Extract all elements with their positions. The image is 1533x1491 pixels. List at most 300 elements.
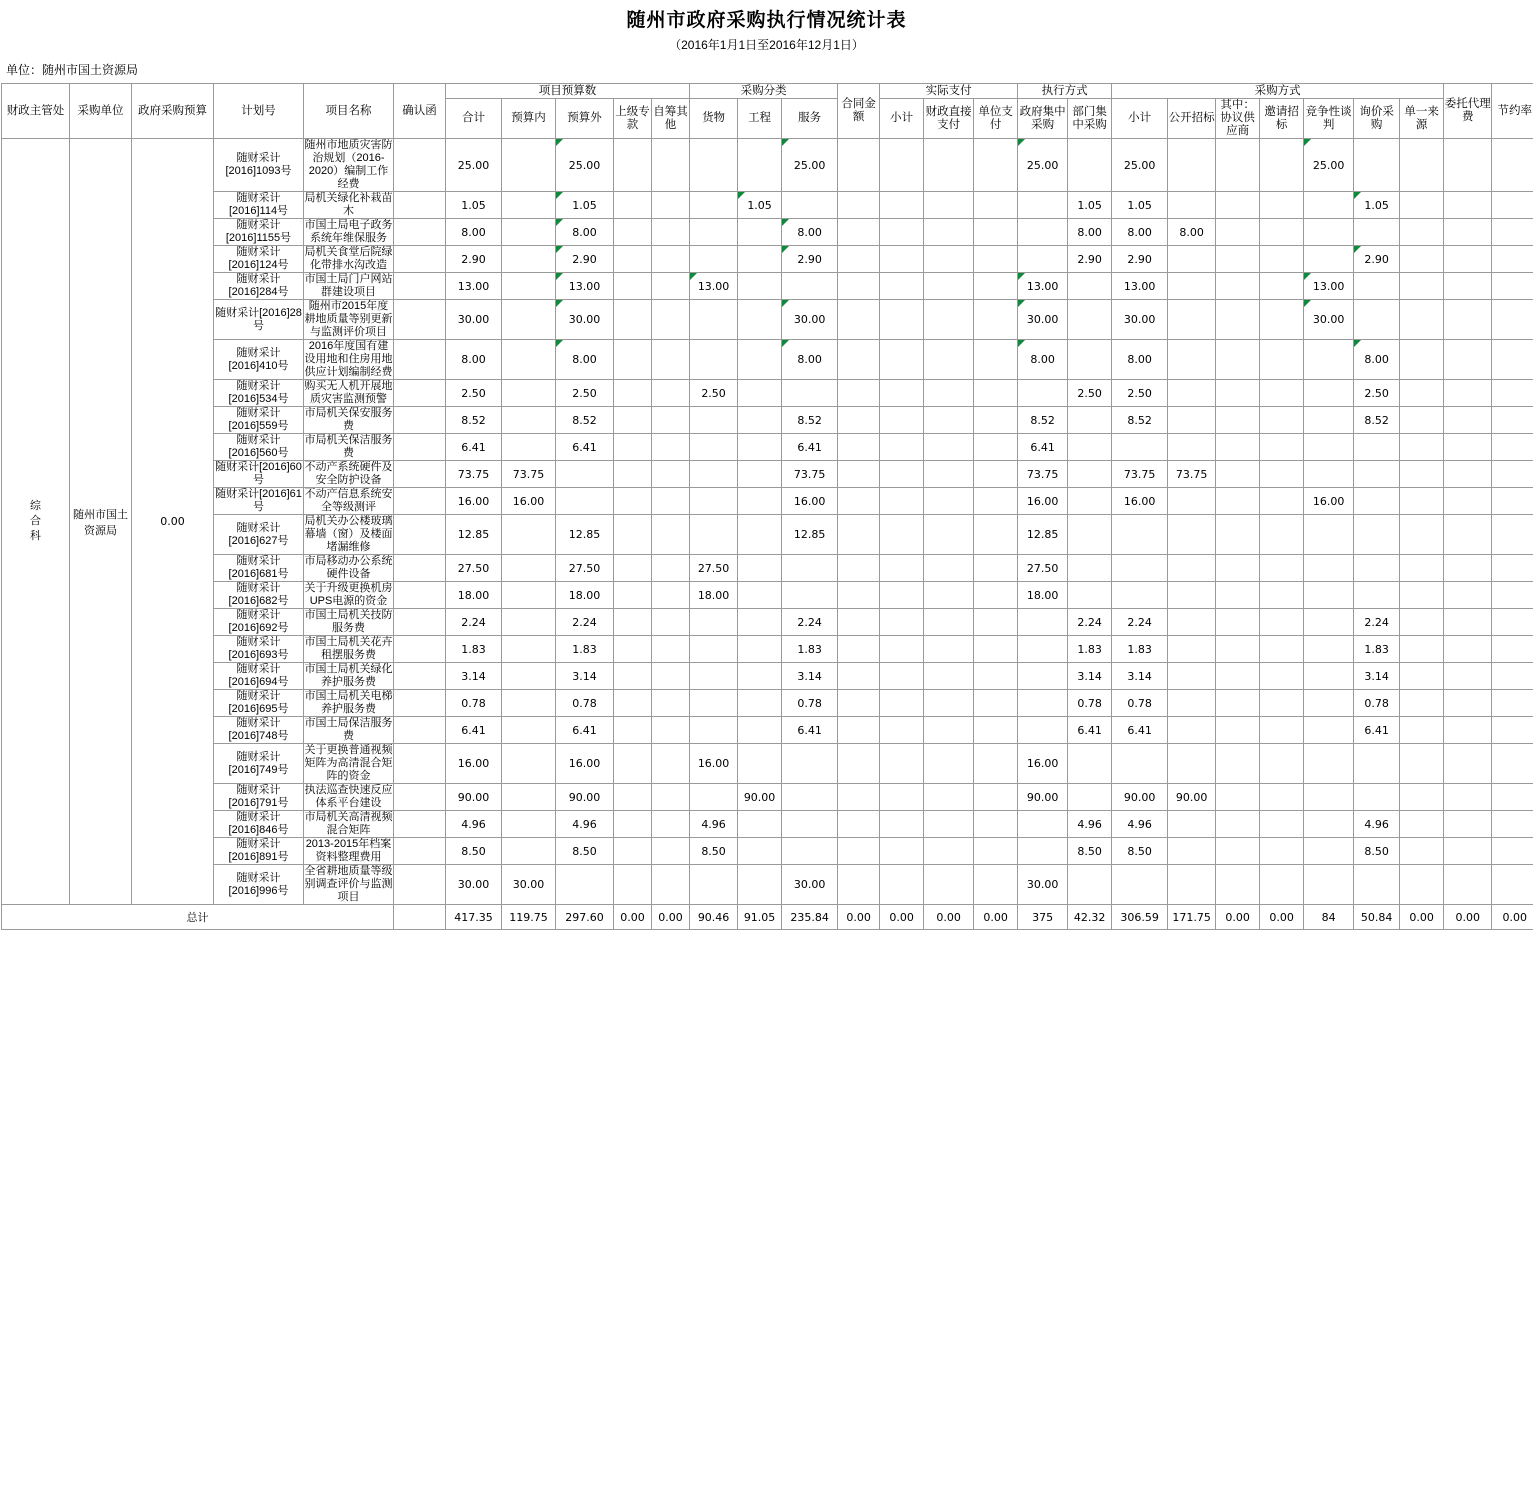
cell-eng <box>738 407 782 434</box>
cell-sup <box>614 340 652 380</box>
cell-goods <box>690 515 738 555</box>
total-total: 417.35 <box>446 905 502 930</box>
cell-goods: 4.96 <box>690 811 738 838</box>
cell-in <box>502 340 556 380</box>
cell-compete <box>1304 690 1354 717</box>
cell-goods: 27.50 <box>690 555 738 582</box>
cell-plan-no: 随财采计[2016]1155号 <box>214 219 304 246</box>
cell-self <box>652 434 690 461</box>
cell-contract <box>838 488 880 515</box>
cell-govc <box>1018 246 1068 273</box>
cell-out: 16.00 <box>556 744 614 784</box>
cell-plan-no: 随财采计[2016]996号 <box>214 865 304 905</box>
cell-govc: 8.52 <box>1018 407 1068 434</box>
cell-save <box>1492 744 1533 784</box>
cell-sup <box>614 744 652 784</box>
cell-pmsub: 1.05 <box>1112 192 1168 219</box>
cell-agree <box>1216 488 1260 515</box>
cell-total: 4.96 <box>446 811 502 838</box>
cell-sub <box>880 219 924 246</box>
cell-deptc <box>1068 582 1112 609</box>
cell-pmsub <box>1112 555 1168 582</box>
cell-goods <box>690 717 738 744</box>
cell-fee <box>1444 717 1492 744</box>
cell-inquiry <box>1354 555 1400 582</box>
cell-self <box>652 663 690 690</box>
cell-inquiry <box>1354 744 1400 784</box>
cell-open <box>1168 811 1216 838</box>
cell-contract <box>838 380 880 407</box>
cell-self <box>652 515 690 555</box>
cell-findirect <box>924 380 974 407</box>
total-row <box>2 905 1533 930</box>
cell-save <box>1492 246 1533 273</box>
cell-project-name: 市国土局门户网站群建设项目 <box>304 273 393 298</box>
table-row <box>2 273 1533 300</box>
cell-save <box>1492 219 1533 246</box>
cell-project-name: 市国土局机关电梯养护服务费 <box>304 690 393 715</box>
cell-confirm-letter <box>394 811 446 838</box>
cell-compete: 16.00 <box>1304 488 1354 515</box>
cell-findirect <box>924 582 974 609</box>
cell-findirect <box>924 744 974 784</box>
cell-invite <box>1260 865 1304 905</box>
cell-self <box>652 609 690 636</box>
cell-fee <box>1444 246 1492 273</box>
cell-govc: 16.00 <box>1018 744 1068 784</box>
header-open-tender: 公开招标 <box>1168 99 1216 139</box>
cell-govc <box>1018 838 1068 865</box>
cell-svc <box>782 273 838 300</box>
total-sub: 0.00 <box>880 905 924 930</box>
cell-out: 6.41 <box>556 717 614 744</box>
cell-save <box>1492 273 1533 300</box>
cell-goods <box>690 300 738 340</box>
header-category-group: 采购分类 <box>690 84 838 99</box>
cell-fee <box>1444 690 1492 717</box>
cell-pmsub: 8.00 <box>1112 340 1168 380</box>
cell-self <box>652 461 690 488</box>
cell-findirect <box>924 434 974 461</box>
header-agreement-supply: 其中：协议供应商 <box>1216 99 1260 139</box>
cell-save <box>1492 515 1533 555</box>
header-budget-total: 合计 <box>446 99 502 139</box>
header-goods: 货物 <box>690 99 738 139</box>
cell-inquiry: 2.90 <box>1354 246 1400 273</box>
cell-plan-no: 随财采计[2016]891号 <box>214 838 304 865</box>
cell-invite <box>1260 434 1304 461</box>
header-purchaser: 采购单位 <box>70 84 132 139</box>
cell-fee <box>1444 407 1492 434</box>
cell-inquiry <box>1354 219 1400 246</box>
cell-inquiry <box>1354 515 1400 555</box>
cell-compete: 25.00 <box>1304 139 1354 192</box>
cell-eng <box>738 663 782 690</box>
cell-save <box>1492 407 1533 434</box>
cell-eng <box>738 838 782 865</box>
cell-project-name: 购买无人机开展地质灾害监测预警 <box>304 380 393 405</box>
cell-findirect <box>924 663 974 690</box>
cell-sub <box>880 340 924 380</box>
cell-save <box>1492 300 1533 340</box>
cell-deptc <box>1068 273 1112 300</box>
header-competitive-negotiation: 竞争性谈判 <box>1304 99 1354 139</box>
cell-plan-no: 随财采计[2016]284号 <box>214 273 304 300</box>
cell-pmsub: 90.00 <box>1112 784 1168 811</box>
cell-contract <box>838 219 880 246</box>
total-open: 171.75 <box>1168 905 1216 930</box>
cell-compete <box>1304 609 1354 636</box>
cell-project-name: 不动产系统硬件及安全防护设备 <box>304 461 393 486</box>
cell-deptc <box>1068 555 1112 582</box>
cell-fee <box>1444 461 1492 488</box>
cell-sup <box>614 784 652 811</box>
cell-sub <box>880 636 924 663</box>
cell-svc: 30.00 <box>782 865 838 905</box>
cell-compete <box>1304 811 1354 838</box>
cell-agree <box>1216 690 1260 717</box>
cell-sub <box>880 582 924 609</box>
cell-open <box>1168 582 1216 609</box>
table-row <box>2 582 1533 609</box>
cell-unitpay <box>974 246 1018 273</box>
cell-sub <box>880 865 924 905</box>
total-eng: 91.05 <box>738 905 782 930</box>
cell-in <box>502 784 556 811</box>
cell-total: 8.52 <box>446 407 502 434</box>
cell-eng <box>738 717 782 744</box>
cell-in <box>502 690 556 717</box>
cell-plan-no: 随财采计[2016]1093号 <box>214 139 304 192</box>
cell-total: 6.41 <box>446 434 502 461</box>
cell-single <box>1400 582 1444 609</box>
cell-deptc: 1.05 <box>1068 192 1112 219</box>
cell-invite <box>1260 488 1304 515</box>
cell-plan-no: 随财采计[2016]28号 <box>214 300 304 340</box>
cell-sup <box>614 717 652 744</box>
cell-pmsub: 73.75 <box>1112 461 1168 488</box>
cell-self <box>652 865 690 905</box>
table-row <box>2 300 1533 340</box>
cell-svc <box>782 744 838 784</box>
cell-inquiry <box>1354 273 1400 300</box>
header-project-name: 项目名称 <box>304 84 394 139</box>
header-purchase-subtotal: 小计 <box>1112 99 1168 139</box>
cell-single <box>1400 865 1444 905</box>
cell-project-name: 市国土局保洁服务费 <box>304 717 393 742</box>
cell-in <box>502 744 556 784</box>
cell-self <box>652 273 690 300</box>
cell-contract <box>838 192 880 219</box>
table-row <box>2 663 1533 690</box>
cell-govc: 16.00 <box>1018 488 1068 515</box>
cell-contract <box>838 246 880 273</box>
cell-inquiry: 3.14 <box>1354 663 1400 690</box>
cell-goods: 13.00 <box>690 273 738 300</box>
cell-total: 2.90 <box>446 246 502 273</box>
total-agree: 0.00 <box>1216 905 1260 930</box>
cell-out: 2.50 <box>556 380 614 407</box>
cell-open <box>1168 488 1216 515</box>
cell-project-name: 2013-2015年档案资料整理费用 <box>304 838 394 865</box>
cell-fee <box>1444 273 1492 300</box>
cell-compete <box>1304 663 1354 690</box>
cell-deptc <box>1068 744 1112 784</box>
cell-single <box>1400 609 1444 636</box>
cell-invite <box>1260 340 1304 380</box>
cell-plan-no: 随财采计[2016]114号 <box>214 192 304 219</box>
table-row <box>2 811 1533 838</box>
cell-goods <box>690 690 738 717</box>
cell-project-name: 市国土局机关绿化养护服务费 <box>304 663 393 688</box>
cell-unitpay <box>974 139 1018 192</box>
cell-fee <box>1444 192 1492 219</box>
cell-agree <box>1216 273 1260 300</box>
cell-govc: 27.50 <box>1018 555 1068 582</box>
cell-compete <box>1304 636 1354 663</box>
header-inquiry: 询价采购 <box>1354 99 1400 139</box>
cell-single <box>1400 407 1444 434</box>
cell-deptc <box>1068 139 1112 192</box>
cell-govc <box>1018 636 1068 663</box>
cell-confirm-letter <box>394 865 446 905</box>
cell-govc <box>1018 380 1068 407</box>
cell-invite <box>1260 663 1304 690</box>
cell-plan-no: 随财采计[2016]559号 <box>214 407 304 434</box>
cell-svc: 16.00 <box>782 488 838 515</box>
cell-svc <box>782 582 838 609</box>
cell-goods: 2.50 <box>690 380 738 407</box>
header-saving-rate: 节约率 <box>1492 84 1533 139</box>
cell-save <box>1492 636 1533 663</box>
total-confirm <box>394 905 446 930</box>
cell-open <box>1168 340 1216 380</box>
cell-confirm-letter <box>394 219 446 246</box>
cell-out: 4.96 <box>556 811 614 838</box>
cell-project-name: 市局机关高清视频混合矩阵 <box>304 811 393 836</box>
cell-sup <box>614 582 652 609</box>
total-goods: 90.46 <box>690 905 738 930</box>
cell-goods <box>690 636 738 663</box>
cell-open <box>1168 838 1216 865</box>
cell-deptc <box>1068 407 1112 434</box>
cell-govc <box>1018 811 1068 838</box>
cell-open <box>1168 690 1216 717</box>
cell-goods <box>690 192 738 219</box>
cell-inquiry: 8.00 <box>1354 340 1400 380</box>
cell-svc: 12.85 <box>782 515 838 555</box>
cell-project-name: 市局机关保安服务费 <box>304 407 393 432</box>
total-label: 总计 <box>2 905 394 930</box>
table-row <box>2 461 1533 488</box>
header-actual-pay-group: 实际支付 <box>880 84 1018 99</box>
cell-confirm-letter <box>394 340 446 380</box>
cell-save <box>1492 784 1533 811</box>
cell-total: 6.41 <box>446 717 502 744</box>
cell-invite <box>1260 219 1304 246</box>
cell-goods <box>690 865 738 905</box>
total-pmsub: 306.59 <box>1112 905 1168 930</box>
cell-sup <box>614 139 652 192</box>
cell-agree <box>1216 139 1260 192</box>
cell-deptc <box>1068 865 1112 905</box>
cell-project-name: 市局机关保洁服务费 <box>304 434 393 459</box>
header-engineering: 工程 <box>738 99 782 139</box>
cell-in <box>502 246 556 273</box>
cell-goods: 8.50 <box>690 838 738 865</box>
cell-in <box>502 582 556 609</box>
cell-unitpay <box>974 811 1018 838</box>
cell-inquiry: 2.50 <box>1354 380 1400 407</box>
cell-compete <box>1304 582 1354 609</box>
cell-fee <box>1444 811 1492 838</box>
cell-compete <box>1304 717 1354 744</box>
cell-deptc <box>1068 461 1112 488</box>
cell-out: 0.78 <box>556 690 614 717</box>
cell-eng <box>738 246 782 273</box>
table-body <box>2 139 1533 930</box>
cell-deptc: 1.83 <box>1068 636 1112 663</box>
cell-agree <box>1216 609 1260 636</box>
cell-out: 13.00 <box>556 273 614 300</box>
cell-agree <box>1216 784 1260 811</box>
cell-contract <box>838 865 880 905</box>
cell-in: 30.00 <box>502 865 556 905</box>
cell-save <box>1492 488 1533 515</box>
cell-confirm-letter <box>394 488 446 515</box>
cell-contract <box>838 636 880 663</box>
cell-contract <box>838 407 880 434</box>
cell-unitpay <box>974 838 1018 865</box>
total-inquiry: 50.84 <box>1354 905 1400 930</box>
cell-agree <box>1216 744 1260 784</box>
table-row <box>2 555 1533 582</box>
header-contract-amount: 合同金额 <box>838 84 880 139</box>
cell-govc <box>1018 219 1068 246</box>
cell-plan-no: 随财采计[2016]61号 <box>215 488 302 513</box>
cell-save <box>1492 555 1533 582</box>
cell-eng <box>738 865 782 905</box>
cell-govc <box>1018 192 1068 219</box>
cell-eng <box>738 139 782 192</box>
cell-sub <box>880 515 924 555</box>
cell-total: 30.00 <box>446 300 502 340</box>
cell-self <box>652 717 690 744</box>
cell-plan-no: 随财采计[2016]60号 <box>215 461 302 486</box>
cell-out: 8.00 <box>556 340 614 380</box>
cell-deptc: 2.24 <box>1068 609 1112 636</box>
cell-inquiry <box>1354 488 1400 515</box>
cell-compete <box>1304 838 1354 865</box>
cell-invite <box>1260 636 1304 663</box>
cell-unitpay <box>974 744 1018 784</box>
cell-out: 1.83 <box>556 636 614 663</box>
header-fin-dept: 财政主管处 <box>2 84 70 139</box>
cell-total: 30.00 <box>446 865 502 905</box>
cell-save <box>1492 663 1533 690</box>
cell-open <box>1168 380 1216 407</box>
cell-confirm-letter <box>394 246 446 273</box>
cell-self <box>652 744 690 784</box>
cell-eng <box>738 636 782 663</box>
cell-eng: 1.05 <box>738 192 782 219</box>
cell-confirm-letter <box>394 300 446 340</box>
cell-deptc: 6.41 <box>1068 717 1112 744</box>
cell-eng <box>738 461 782 488</box>
cell-contract <box>838 717 880 744</box>
cell-inquiry: 8.52 <box>1354 407 1400 434</box>
cell-save <box>1492 717 1533 744</box>
cell-unitpay <box>974 380 1018 407</box>
cell-findirect <box>924 555 974 582</box>
cell-plan-no: 随财采计[2016]682号 <box>214 582 304 609</box>
cell-svc: 1.83 <box>782 636 838 663</box>
cell-pmsub <box>1112 744 1168 784</box>
cell-contract <box>838 555 880 582</box>
cell-plan-no: 随财采计[2016]694号 <box>214 663 304 690</box>
cell-out: 2.90 <box>556 246 614 273</box>
cell-inquiry <box>1354 784 1400 811</box>
cell-confirm-letter <box>394 273 446 300</box>
cell-eng: 90.00 <box>738 784 782 811</box>
cell-in <box>502 515 556 555</box>
total-single: 0.00 <box>1400 905 1444 930</box>
cell-agree <box>1216 300 1260 340</box>
page-subtitle: （2016年1月1日至2016年12月1日） <box>669 38 864 52</box>
cell-sub <box>880 838 924 865</box>
cell-unitpay <box>974 340 1018 380</box>
cell-unitpay <box>974 192 1018 219</box>
cell-agree <box>1216 246 1260 273</box>
cell-out: 6.41 <box>556 434 614 461</box>
cell-inquiry <box>1354 461 1400 488</box>
header-budget-out: 预算外 <box>556 99 614 139</box>
cell-svc <box>782 784 838 811</box>
cell-total: 12.85 <box>446 515 502 555</box>
cell-confirm-letter <box>394 434 446 461</box>
cell-invite <box>1260 744 1304 784</box>
cell-out: 18.00 <box>556 582 614 609</box>
cell-invite <box>1260 380 1304 407</box>
cell-contract <box>838 582 880 609</box>
cell-goods <box>690 139 738 192</box>
cell-svc: 2.24 <box>782 609 838 636</box>
cell-single <box>1400 461 1444 488</box>
cell-self <box>652 246 690 273</box>
cell-svc: 8.00 <box>782 219 838 246</box>
cell-fee <box>1444 744 1492 784</box>
total-self: 0.00 <box>652 905 690 930</box>
cell-pmsub: 3.14 <box>1112 663 1168 690</box>
cell-compete <box>1304 744 1354 784</box>
cell-invite <box>1260 838 1304 865</box>
cell-goods: 16.00 <box>690 744 738 784</box>
cell-save <box>1492 609 1533 636</box>
cell-compete <box>1304 434 1354 461</box>
header-budget-self: 自筹其他 <box>652 99 690 139</box>
cell-out: 8.52 <box>556 407 614 434</box>
cell-unitpay <box>974 300 1018 340</box>
header-budget-group: 项目预算数 <box>446 84 690 99</box>
cell-fee <box>1444 340 1492 380</box>
cell-single <box>1400 744 1444 784</box>
cell-open: 8.00 <box>1168 219 1216 246</box>
cell-purchaser: 随州市国土资源局 <box>70 139 132 905</box>
cell-agree <box>1216 434 1260 461</box>
cell-findirect <box>924 139 974 192</box>
cell-fee <box>1444 139 1492 192</box>
cell-svc <box>782 838 838 865</box>
